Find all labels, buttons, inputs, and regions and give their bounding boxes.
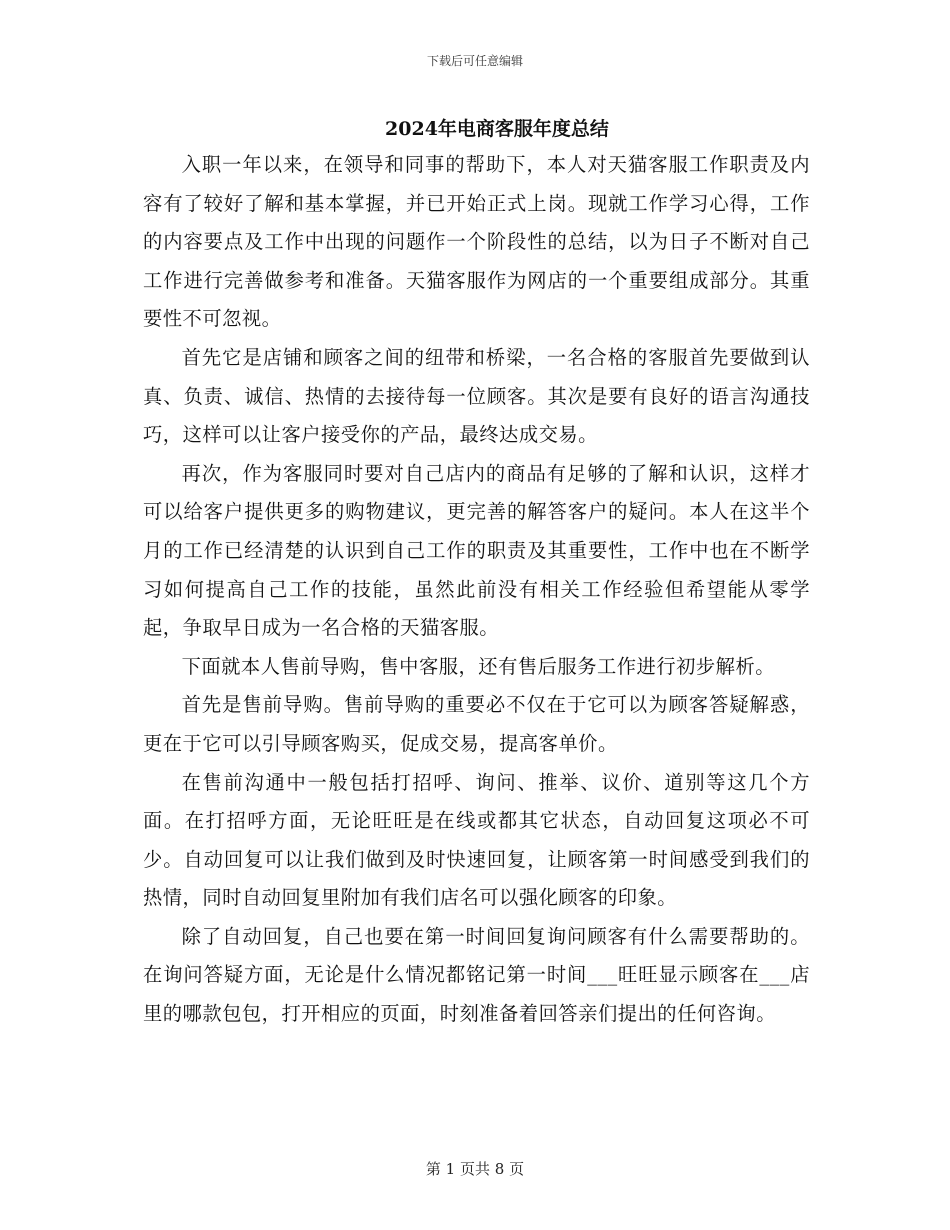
- page-header-note: 下载后可任意编辑: [426, 54, 523, 68]
- paragraph: 下面就本人售前导购，售中客服，还有售后服务工作进行初步解析。: [181, 654, 776, 678]
- paragraph: 再次，作为客服同时要对自己店内的商品有足够的了解和认识，这样才可以给客户提供更多的购物建议，更完善的解答客户的疑问。本人在这半个月的工作已经清楚的认识到自己工作的职责及其重要性，工作中也在不断学习如何提高自己工作的技能，虽然此前没有相关工作经验但希望能从零学起，争取早日成为一名合格的天猫客服。: [143, 461, 810, 640]
- document-body: [143, 146, 810, 1034]
- page-number-footer: 第 1 页共 8 页: [425, 1160, 525, 1178]
- paragraph: 在售前沟通中一般包括打招呼、询问、推举、议价、道别等这几个方面。在打招呼方面，无论旺旺是在线或都其它状态，自动回复这项必不可少。自动回复可以让我们做到及时快速回复，让顾客第一时间感受到我们的热情，同时自动回复里附加有我们店名可以强化顾客的印象。: [143, 770, 810, 910]
- paragraph: 首先它是店铺和顾客之间的纽带和桥梁，一名合格的客服首先要做到认真、负责、诚信、热情的去接待每一位顾客。其次是要有良好的语言沟通技巧，这样可以让客户接受你的产品，最终达成交易。: [143, 345, 810, 447]
- paragraph: 除了自动回复，自己也要在第一时间回复询问顾客有什么需要帮助的。在询问答疑方面，无论是什么情况都铭记第一时间___旺旺显示顾客在___店里的哪款包包，打开相应的页面，时刻准备着回答亲们提出的任何咨询。: [143, 924, 810, 1026]
- document-title: 2024年电商客服年度总结: [385, 118, 609, 140]
- paragraph: 入职一年以来，在领导和同事的帮助下，本人对天猫客服工作职责及内容有了较好了解和基本掌握，并已开始正式上岗。现就工作学习心得，工作的内容要点及工作中出现的问题作一个阶段性的总结，以为日子不断对自己工作进行完善做参考和准备。天猫客服作为网店的一个重要组成部分。其重要性不可忽视。: [143, 153, 810, 331]
- paragraph: 首先是售前导购。售前导购的重要必不仅在于它可以为顾客答疑解惑，更在于它可以引导顾客购买，促成交易，提高客单价。: [143, 693, 810, 755]
